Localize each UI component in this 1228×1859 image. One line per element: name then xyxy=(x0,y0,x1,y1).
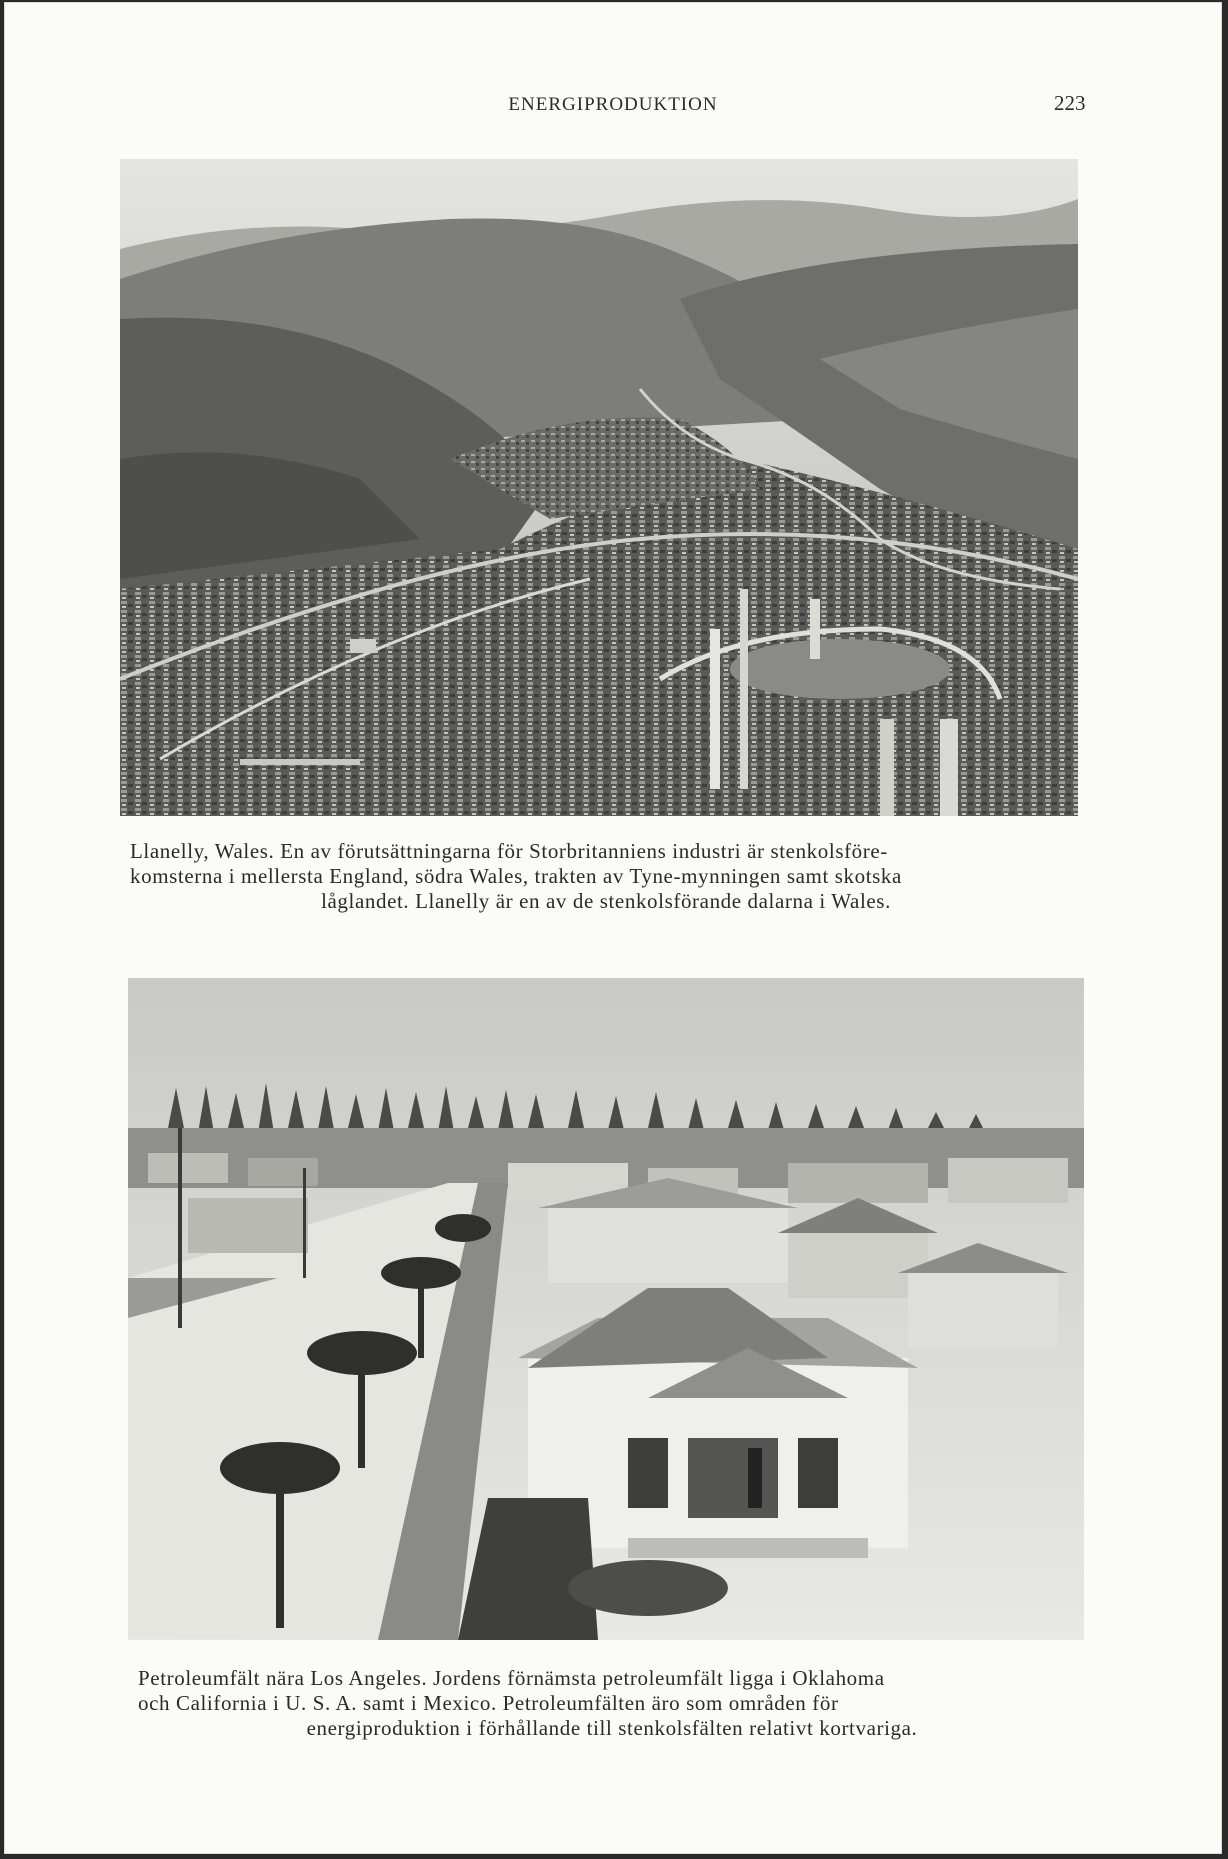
caption-2-line-2: och California i U. S. A. samt i Mexico. Petroleumfälten äro som områden för xyxy=(138,1691,839,1715)
caption-1-line-1: Llanelly, Wales. En av förutsättningarna för Storbritanniens industri är stenkolsföre- xyxy=(130,839,888,863)
caption-1-line-3: låglandet. Llanelly är en av de stenkolsförande dalarna i Wales. xyxy=(321,889,891,913)
book-page xyxy=(4,2,1222,1854)
oil-field-town-illustration xyxy=(128,978,1084,1640)
oil-field-town-photo xyxy=(128,978,1084,1640)
caption-2-line-3: energiproduktion i förhållande till stenkolsfälten relativt kortvariga. xyxy=(306,1716,918,1740)
caption-2-line-1: Petroleumfält nära Los Angeles. Jordens förnämsta petroleumfält ligga i Oklahoma xyxy=(138,1666,885,1690)
aerial-valley-illustration xyxy=(120,159,1078,816)
aerial-valley-photo xyxy=(120,159,1078,816)
figure-caption-1 xyxy=(130,839,1082,914)
caption-1-line-2: komsterna i mellersta England, södra Wales, trakten av Tyne-mynningen samt skotska xyxy=(130,864,902,888)
page-number: 223 xyxy=(1054,91,1086,115)
running-title: ENERGIPRODUKTION xyxy=(508,94,718,115)
figure-caption-2 xyxy=(138,1666,1086,1741)
